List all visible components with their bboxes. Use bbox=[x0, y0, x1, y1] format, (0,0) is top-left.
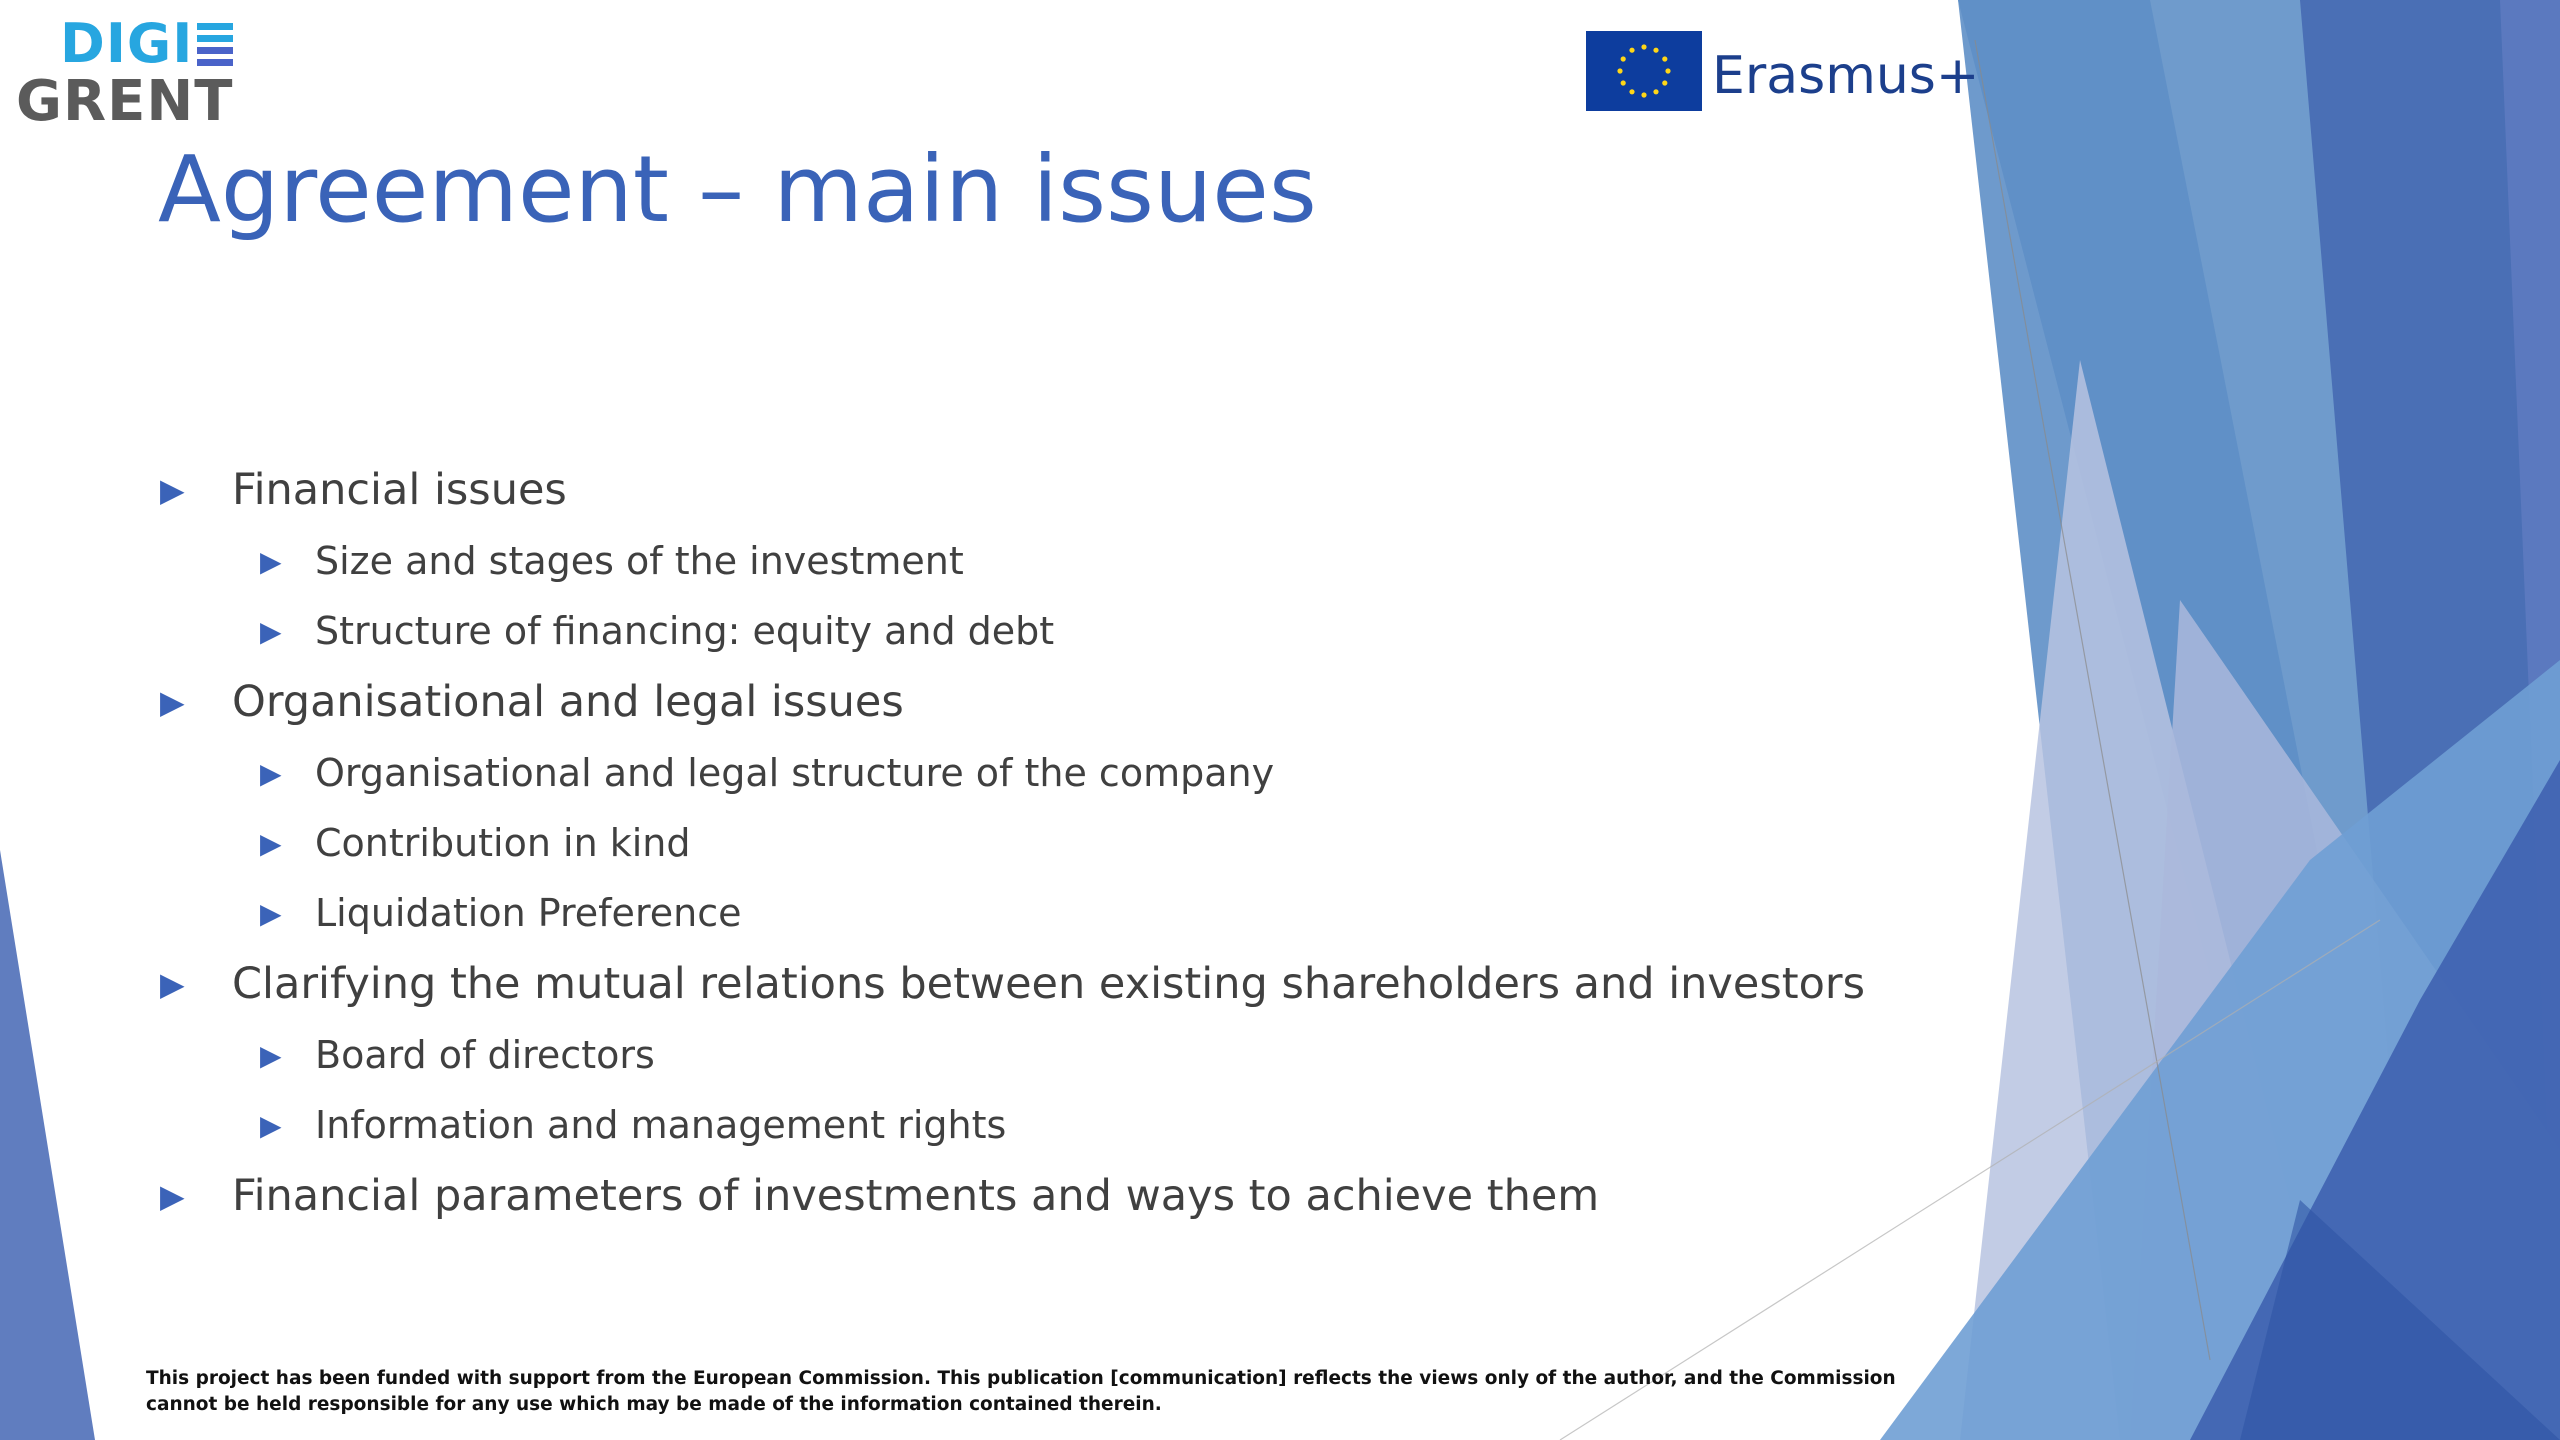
bullet-text: Size and stages of the investment bbox=[315, 539, 964, 583]
slide-title: Agreement – main issues bbox=[158, 136, 1317, 243]
triangle-right-icon: ▶ bbox=[260, 826, 282, 860]
triangle-right-icon: ▶ bbox=[260, 614, 282, 648]
bullet-text: Organisational and legal issues bbox=[232, 677, 904, 727]
triangle-right-icon: ▶ bbox=[260, 544, 282, 578]
bullet-text: Organisational and legal structure of the company bbox=[315, 751, 1275, 795]
digigrent-bars-icon bbox=[197, 23, 233, 66]
bullet-level2 bbox=[160, 738, 1865, 808]
triangle-right-icon: ▶ bbox=[260, 1108, 282, 1142]
bullet-level2 bbox=[160, 878, 1865, 948]
digigrent-logo-bottom: GRENT bbox=[16, 69, 234, 134]
bullet-text: Financial issues bbox=[232, 465, 567, 515]
bullet-level2 bbox=[160, 596, 1865, 666]
bullet-level2 bbox=[160, 808, 1865, 878]
bullet-level1 bbox=[160, 666, 1865, 738]
bullet-text: Contribution in kind bbox=[315, 821, 691, 865]
bullet-text: Liquidation Preference bbox=[315, 891, 742, 935]
bullet-text: Information and management rights bbox=[315, 1103, 1007, 1147]
bullet-text: Structure of financing: equity and debt bbox=[315, 609, 1055, 653]
funding-disclaimer: This project has been funded with support from the European Commission. This publication [communication] reflects the views only of the author, and the Commission cannot be held responsible for any use which may be made of the information contained therein. bbox=[146, 1368, 1896, 1415]
triangle-right-icon: ▶ bbox=[160, 683, 185, 721]
bullet-text: Financial parameters of investments and ways to achieve them bbox=[232, 1171, 1600, 1221]
bullet-list bbox=[160, 454, 1865, 1232]
bullet-text: Board of directors bbox=[315, 1033, 655, 1077]
triangle-right-icon: ▶ bbox=[160, 471, 185, 509]
erasmus-text: Erasmus+ bbox=[1712, 46, 1980, 106]
digigrent-logo-top: DIGI bbox=[60, 12, 194, 75]
bullet-level1 bbox=[160, 948, 1865, 1020]
bullet-level2 bbox=[160, 526, 1865, 596]
triangle-right-icon: ▶ bbox=[160, 965, 185, 1003]
bullet-level1 bbox=[160, 1160, 1865, 1232]
triangle-right-icon: ▶ bbox=[160, 1177, 185, 1215]
triangle-right-icon: ▶ bbox=[260, 756, 282, 790]
eu-flag-icon bbox=[1586, 31, 1702, 111]
bullet-text: Clarifying the mutual relations between existing shareholders and investors bbox=[232, 959, 1865, 1009]
triangle-right-icon: ▶ bbox=[260, 896, 282, 930]
bullet-level2 bbox=[160, 1020, 1865, 1090]
bullet-level2 bbox=[160, 1090, 1865, 1160]
erasmus-logo bbox=[1586, 31, 1979, 111]
bullet-level1 bbox=[160, 454, 1865, 526]
triangle-right-icon: ▶ bbox=[260, 1038, 282, 1072]
digigrent-logo bbox=[16, 12, 234, 134]
